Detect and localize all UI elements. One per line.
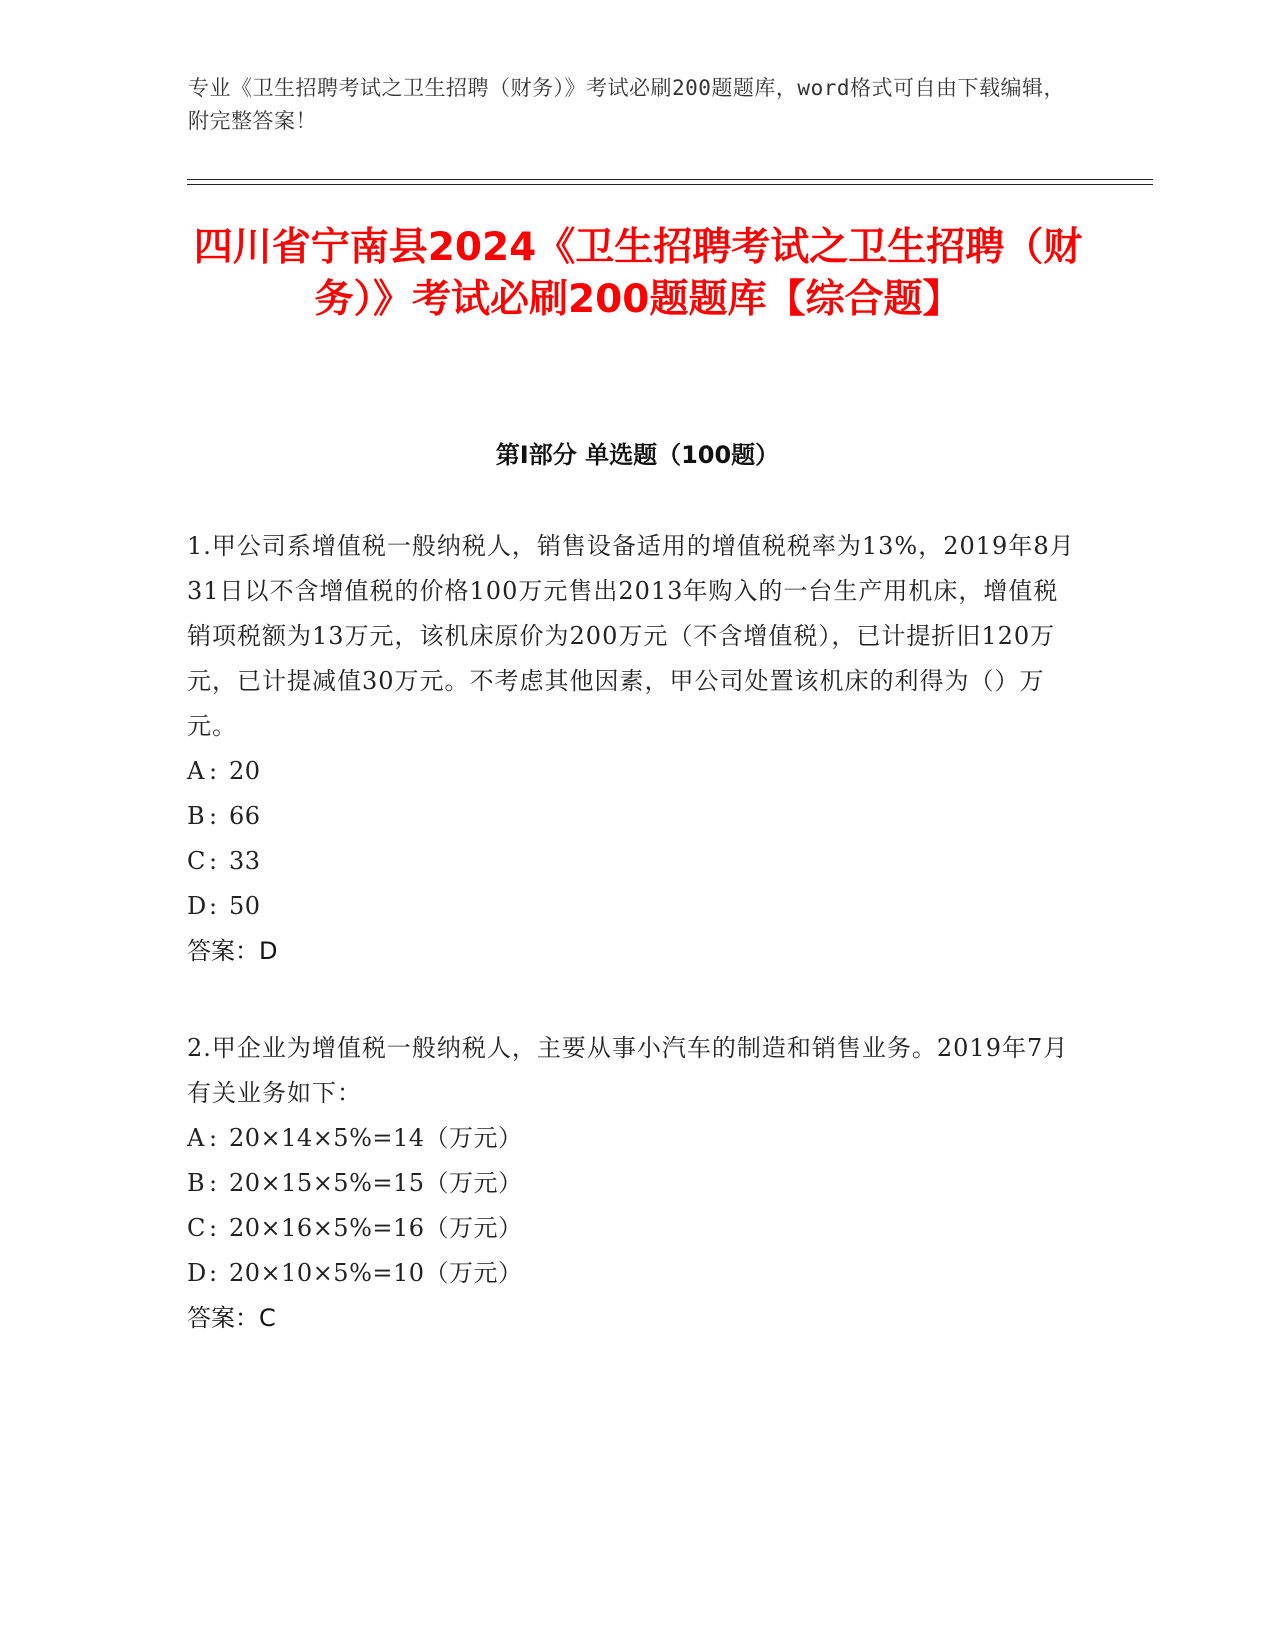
- header-note: 专业《卫生招聘考试之卫生招聘（财务）》考试必刷200题题库，word格式可自由下载编辑，附完整答案！: [188, 76, 1065, 133]
- option-list: [187, 1116, 1077, 1296]
- option-letter: B: [187, 1169, 206, 1197]
- header-rule-top: [187, 179, 1153, 180]
- option-a: [187, 1116, 1077, 1161]
- option-d: [187, 884, 1077, 929]
- answer-line: 答案：D: [187, 937, 278, 965]
- option-a: [187, 749, 1077, 794]
- document-title: 四川省宁南县2024《卫生招聘考试之卫生招聘（财务）》考试必刷200题题库【综合题】: [193, 225, 1083, 322]
- option-b: [187, 794, 1077, 839]
- option-separator: :: [209, 757, 218, 785]
- question-stem: 2.甲企业为增值税一般纳税人，主要从事小汽车的制造和销售业务。2019年7月有关业务如下：: [187, 1034, 1069, 1107]
- option-letter: D: [187, 892, 207, 920]
- option-separator: :: [209, 802, 218, 830]
- option-text: 20×14×5%=14（万元）: [229, 1124, 523, 1152]
- option-separator: :: [209, 892, 218, 920]
- option-letter: B: [187, 802, 206, 830]
- option-letter: C: [187, 1214, 206, 1242]
- question-1: [187, 524, 1077, 974]
- option-text: 20×16×5%=16（万元）: [229, 1214, 523, 1242]
- option-separator: :: [209, 1259, 218, 1287]
- section-heading: 第I部分 单选题（100题）: [495, 441, 780, 469]
- option-text: 20: [229, 757, 261, 785]
- option-list: [187, 749, 1077, 929]
- option-letter: D: [187, 1259, 207, 1287]
- option-d: [187, 1251, 1077, 1296]
- option-separator: :: [209, 847, 218, 875]
- question-stem: 1.甲公司系增值税一般纳税人，销售设备适用的增值税税率为13%，2019年8月31日以不含增值税的价格100万元售出2013年购入的一台生产用机床，增值税销项税额为13万元，该机床原价为200万元（不含增值税），已计提折旧120万元，已计提减值30万元。不考虑其他因素，甲公司处置该机床的利得为（）万元。: [187, 532, 1075, 740]
- option-text: 20×15×5%=15（万元）: [229, 1169, 523, 1197]
- option-c: [187, 1206, 1077, 1251]
- question-2: [187, 1026, 1077, 1341]
- answer-line: 答案：C: [187, 1304, 276, 1332]
- option-letter: A: [187, 1124, 205, 1152]
- option-separator: :: [209, 1214, 218, 1242]
- option-text: 33: [229, 847, 261, 875]
- option-c: [187, 839, 1077, 884]
- option-separator: :: [209, 1124, 218, 1152]
- option-text: 66: [229, 802, 261, 830]
- option-text: 50: [229, 892, 261, 920]
- option-separator: :: [209, 1169, 218, 1197]
- header-rule-bottom: [187, 184, 1153, 185]
- option-letter: C: [187, 847, 206, 875]
- option-b: [187, 1161, 1077, 1206]
- option-text: 20×10×5%=10（万元）: [229, 1259, 523, 1287]
- option-letter: A: [187, 757, 205, 785]
